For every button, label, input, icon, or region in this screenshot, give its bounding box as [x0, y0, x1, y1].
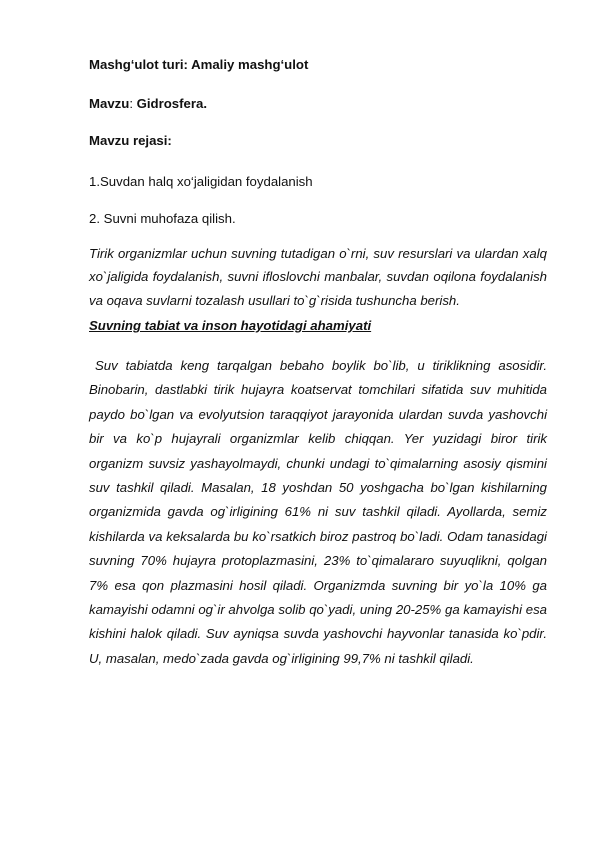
topic-separator: :: [129, 96, 137, 111]
topic-label: Mavzu: [89, 96, 130, 111]
session-type-value: Amaliy mashg‘ulot: [191, 57, 309, 72]
topic-line: [89, 96, 207, 111]
session-type-line: [89, 57, 308, 72]
plan-item-1: 1.Suvdan halq xo‘jaligidan foydalanish: [89, 174, 313, 189]
plan-item-2: 2. Suvni muhofaza qilish.: [89, 211, 236, 226]
plan-label: Mavzu rejasi:: [89, 133, 172, 148]
intro-paragraph: Tirik organizmlar uchun suvning tutadigan o`rni, suv resurslari va ulardan xalq xo`jaligida foydalanish, suvni ifloslovchi manbalar, suvdan oqilona foydalanish va oqava suvlarni tozalash usullari to`g`risida tushuncha berish.: [89, 246, 547, 308]
section-paragraph: Suv tabiatda keng tarqalgan bebaho boylik bo`lib, u tiriklikning asosidir. Binobarin, dastlabki tirik hujayra koatservat tomchilari sifatida suv muhitida paydo bo`lgan va evolyutsion taraqqiyot jarayonida ulardan suvda yashovchi bir va ko`p hujayrali organizmlar kelib chiqqan. Yer yuzidagi biror tirik organizm suvsiz yashayolmaydi, chunki undagi to`qimalarning asosiy qismini suv tashkil qiladi. Masalan, 18 yoshdan 50 yoshgacha bo`lgan kishilarning organizmida gavda og`irligining 61% ni suv tashkil qiladi. Ayollarda, semiz kishilarda va keksalarda bu ko`rsatkich biroz pastroq bo`ladi. Odam tanasidagi suvning 70% hujayra protoplazmasini, 23% to`qimalararo suyuqlikni, qolgan 7% esa qon plazmasini hosil qiladi. Organizmda suvning bir yo`la 10% ga kamayishi odamni og`ir ahvolga solib qo`yadi, uning 20-25% ga kamayishi esa kishini halok qiladi. Suv ayniqsa suvda yashovchi hayvonlar tanasida ko`pdir. U, masalan, medo`zada gavda og`irligining 99,7% ni tashkil qiladi.: [89, 358, 547, 666]
session-type-label: Mashg‘ulot turi:: [89, 57, 188, 72]
section-heading: Suvning tabiat va inson hayotidagi ahamiyati: [89, 318, 372, 333]
topic-value: Gidrosfera.: [136, 96, 207, 111]
